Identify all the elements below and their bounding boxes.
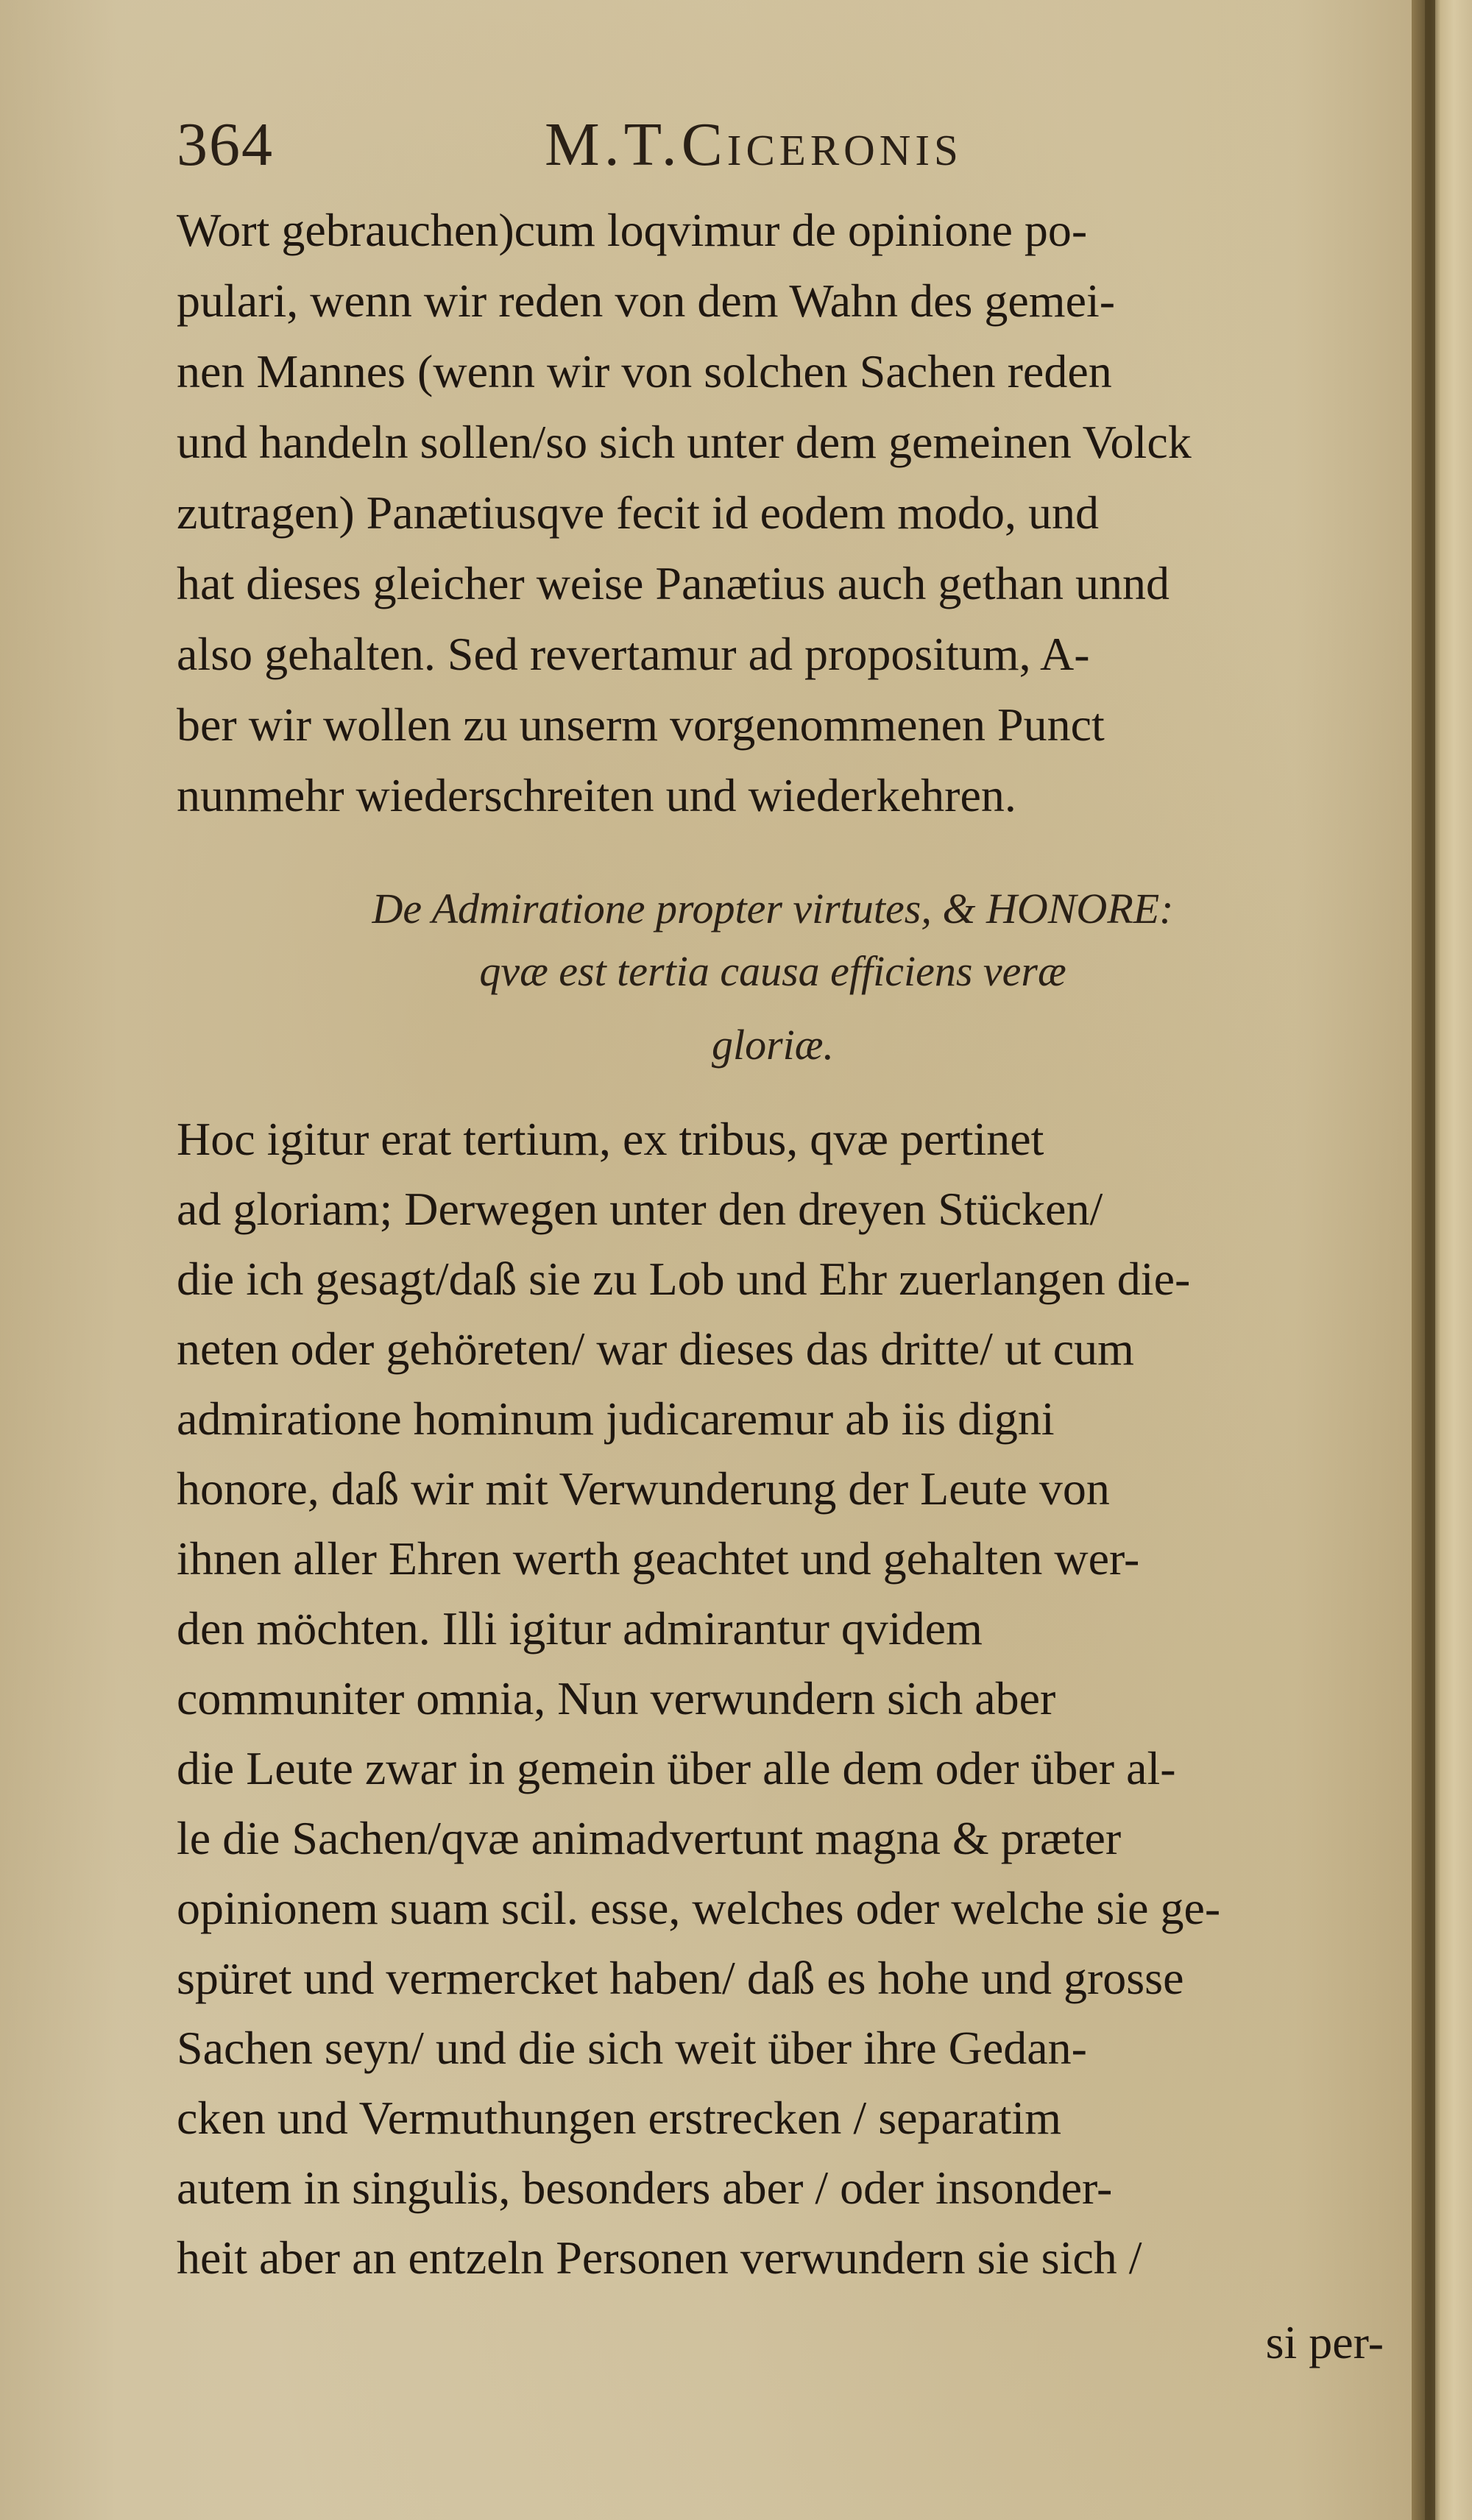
text-line: le die Sachen/qvæ animadvertunt magna & præter (177, 1812, 1122, 1864)
text-line: heit aber an entzeln Personen verwundern sie sich / (177, 2231, 1142, 2284)
text-line: spüret und vermercket haben/ daß es hohe und grosse (177, 1952, 1184, 2004)
text-line: nunmehr wiederschreiten und wiederkehren. (177, 769, 1016, 821)
binding-shadow (1425, 0, 1435, 2520)
text-line: ber wir wollen zu unserm vorgenommenen Punct (177, 698, 1105, 751)
page-number: 364 (177, 110, 274, 179)
text-line: ad gloriam; Derwegen unter den dreyen Stücken/ (177, 1183, 1103, 1235)
book-spine (1412, 0, 1472, 2520)
text-line: neten oder gehöreten/ war dieses das dritte/ ut cum (177, 1323, 1134, 1375)
page-header (177, 109, 1369, 197)
text-line: autem in singulis, besonders aber / oder insonder- (177, 2162, 1113, 2214)
text-line: opinionem suam scil. esse, welches oder welche sie ge- (177, 1882, 1221, 1934)
text-line: pulari, wenn wir reden von dem Wahn des gemei- (177, 275, 1116, 327)
running-head: M.T.Ciceronis (545, 110, 963, 179)
text-line: zutragen) Panætiusqve fecit id eodem modo, und (177, 486, 1100, 539)
text-line: die ich gesagt/daß sie zu Lob und Ehr zuerlangen die- (177, 1253, 1191, 1305)
text-line: Hoc igitur erat tertium, ex tribus, qvæ pertinet (177, 1113, 1044, 1165)
text-line: die Leute zwar in gemein über alle dem oder über al- (177, 1742, 1176, 1794)
text-line: ihnen aller Ehren werth geachtet und gehalten wer- (177, 1532, 1140, 1585)
text-line: admiratione hominum judicaremur ab iis digni (177, 1392, 1055, 1445)
section-heading-line: De Admiratione propter virtutes, & HONORE: (372, 885, 1174, 932)
text-line: hat dieses gleicher weise Panætius auch gethan unnd (177, 557, 1170, 609)
text-line: also gehalten. Sed revertamur ad propositum, A- (177, 628, 1090, 680)
section-heading-line: qvæ est tertia causa efficiens veræ (479, 947, 1066, 995)
text-line: nen Mannes (wenn wir von solchen Sachen reden (177, 345, 1112, 397)
text-line: und handeln sollen/so sich unter dem gemeinen Volck (177, 416, 1192, 468)
text-line: honore, daß wir mit Verwunderung der Leute von (177, 1462, 1110, 1515)
text-line: communiter omnia, Nun verwundern sich aber (177, 1672, 1056, 1724)
section-heading-line: gloriæ. (712, 1021, 834, 1069)
catchword: si per- (1265, 2316, 1384, 2368)
text-line: Wort gebrauchen)cum loqvimur de opinione po- (177, 204, 1088, 256)
text-line: cken und Vermuthungen erstrecken / separatim (177, 2092, 1061, 2144)
text-line: den möchten. Illi igitur admirantur qvidem (177, 1602, 983, 1654)
text-line: Sachen seyn/ und die sich weit über ihre Gedan- (177, 2022, 1087, 2074)
